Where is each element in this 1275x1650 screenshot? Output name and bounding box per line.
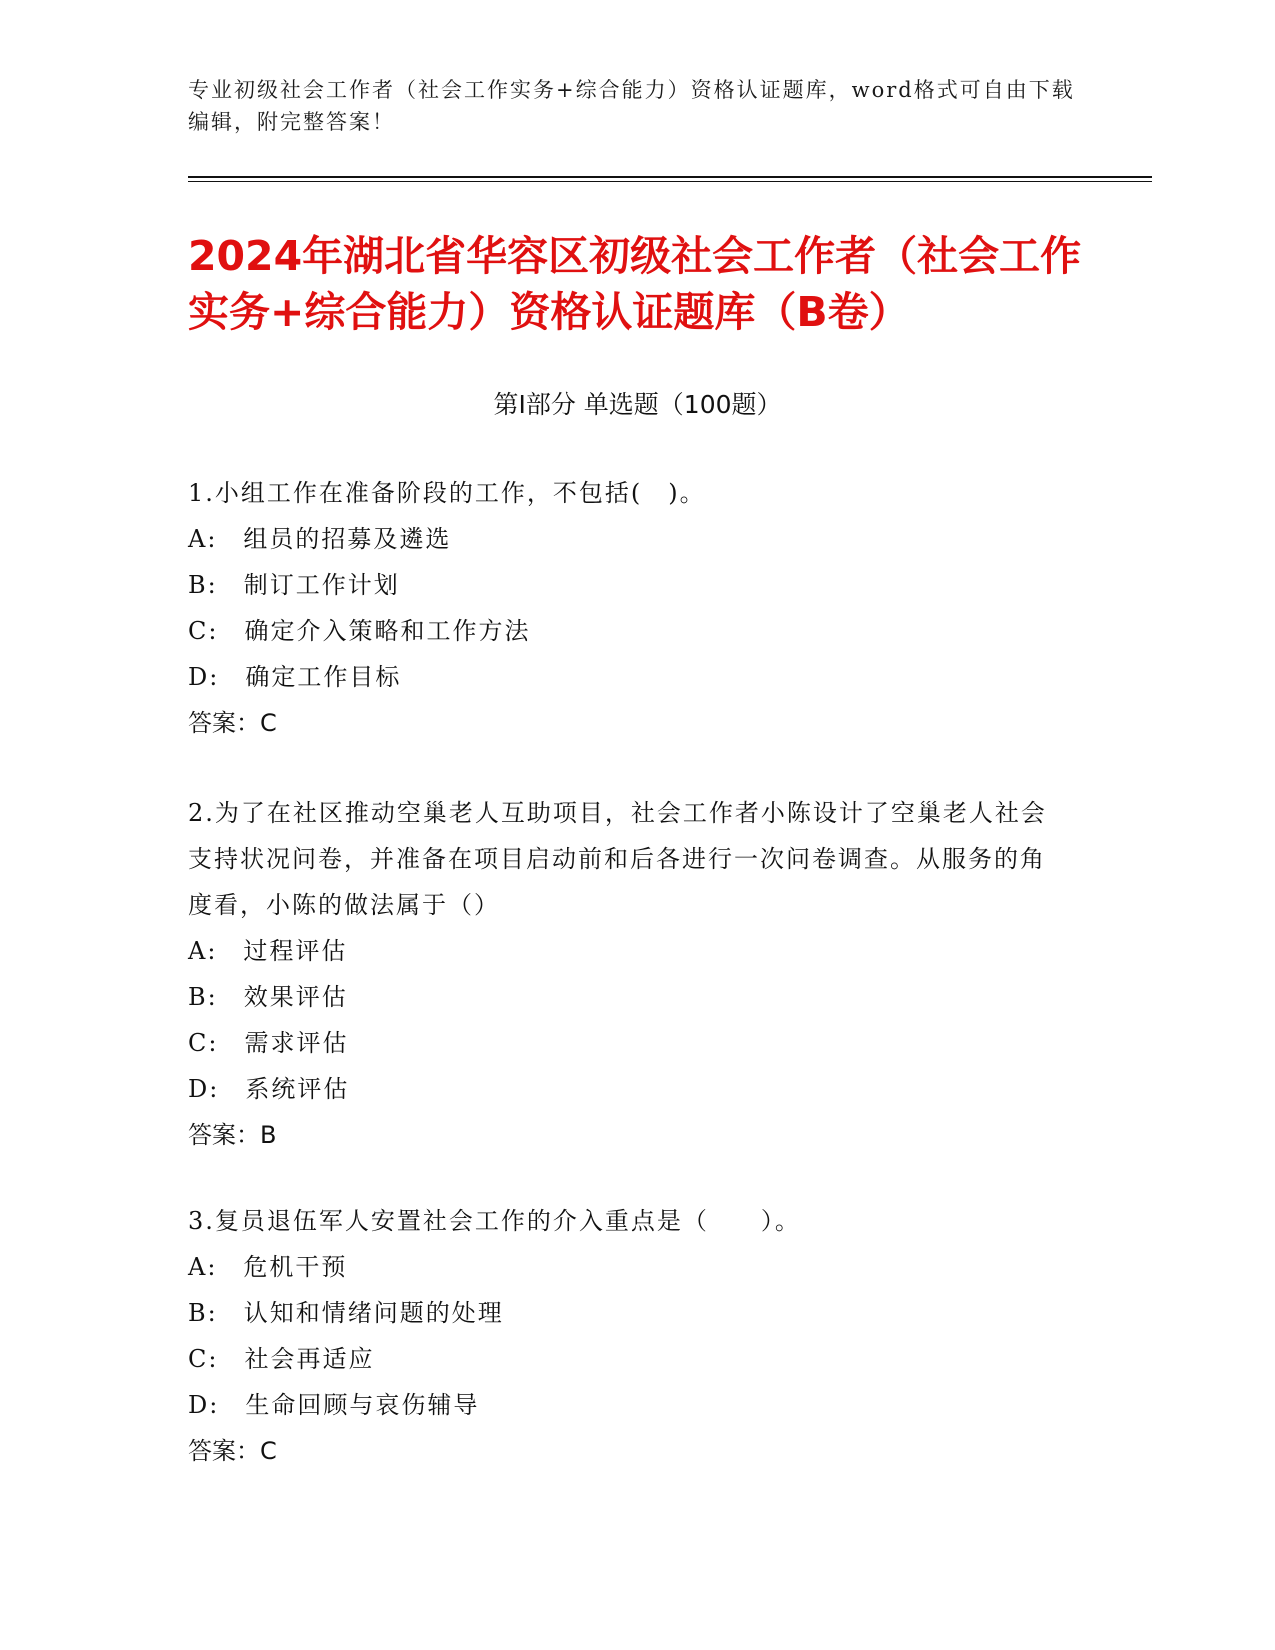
option-c: C: 需求评估 [188, 1029, 349, 1057]
question-stem: 2.为了在社区推动空巢老人互助项目，社会工作者小陈设计了空巢老人社会支持状况问卷，并准备在项目启动前和后各进行一次问卷调查。从服务的角度看，小陈的做法属于（） [188, 799, 1047, 919]
question-stem: 1.小组工作在准备阶段的工作，不包括( )。 [188, 479, 706, 507]
question-stem: 3.复员退伍军人安置社会工作的介入重点是（ ）。 [188, 1207, 801, 1235]
answer-line: 答案：C [188, 709, 277, 737]
question-block [188, 1198, 1068, 1474]
question-block [188, 790, 1068, 1158]
header-divider-thick [188, 176, 1152, 178]
header-note: 专业初级社会工作者（社会工作实务+综合能力）资格认证题库，word格式可自由下载编辑，附完整答案！ [188, 78, 1075, 134]
option-c: C: 确定介入策略和工作方法 [188, 617, 531, 645]
answer-line: 答案：C [188, 1437, 277, 1465]
option-d: D: 系统评估 [188, 1075, 350, 1103]
option-d: D: 生命回顾与哀伤辅导 [188, 1391, 480, 1419]
option-a: A: 危机干预 [188, 1253, 348, 1281]
document-title: 2024年湖北省华容区初级社会工作者（社会工作实务+综合能力）资格认证题库（B卷） [188, 232, 1082, 336]
option-b: B: 制订工作计划 [188, 571, 400, 599]
option-c: C: 社会再适应 [188, 1345, 375, 1373]
option-b: B: 认知和情绪问题的处理 [188, 1299, 504, 1327]
question-block [188, 470, 1068, 746]
option-a: A: 过程评估 [188, 937, 348, 965]
section-heading: 第I部分 单选题（100题） [493, 390, 782, 419]
option-d: D: 确定工作目标 [188, 663, 402, 691]
answer-line: 答案：B [188, 1121, 277, 1149]
option-a: A: 组员的招募及遴选 [188, 525, 452, 553]
header-divider-thin [188, 181, 1152, 182]
option-b: B: 效果评估 [188, 983, 348, 1011]
